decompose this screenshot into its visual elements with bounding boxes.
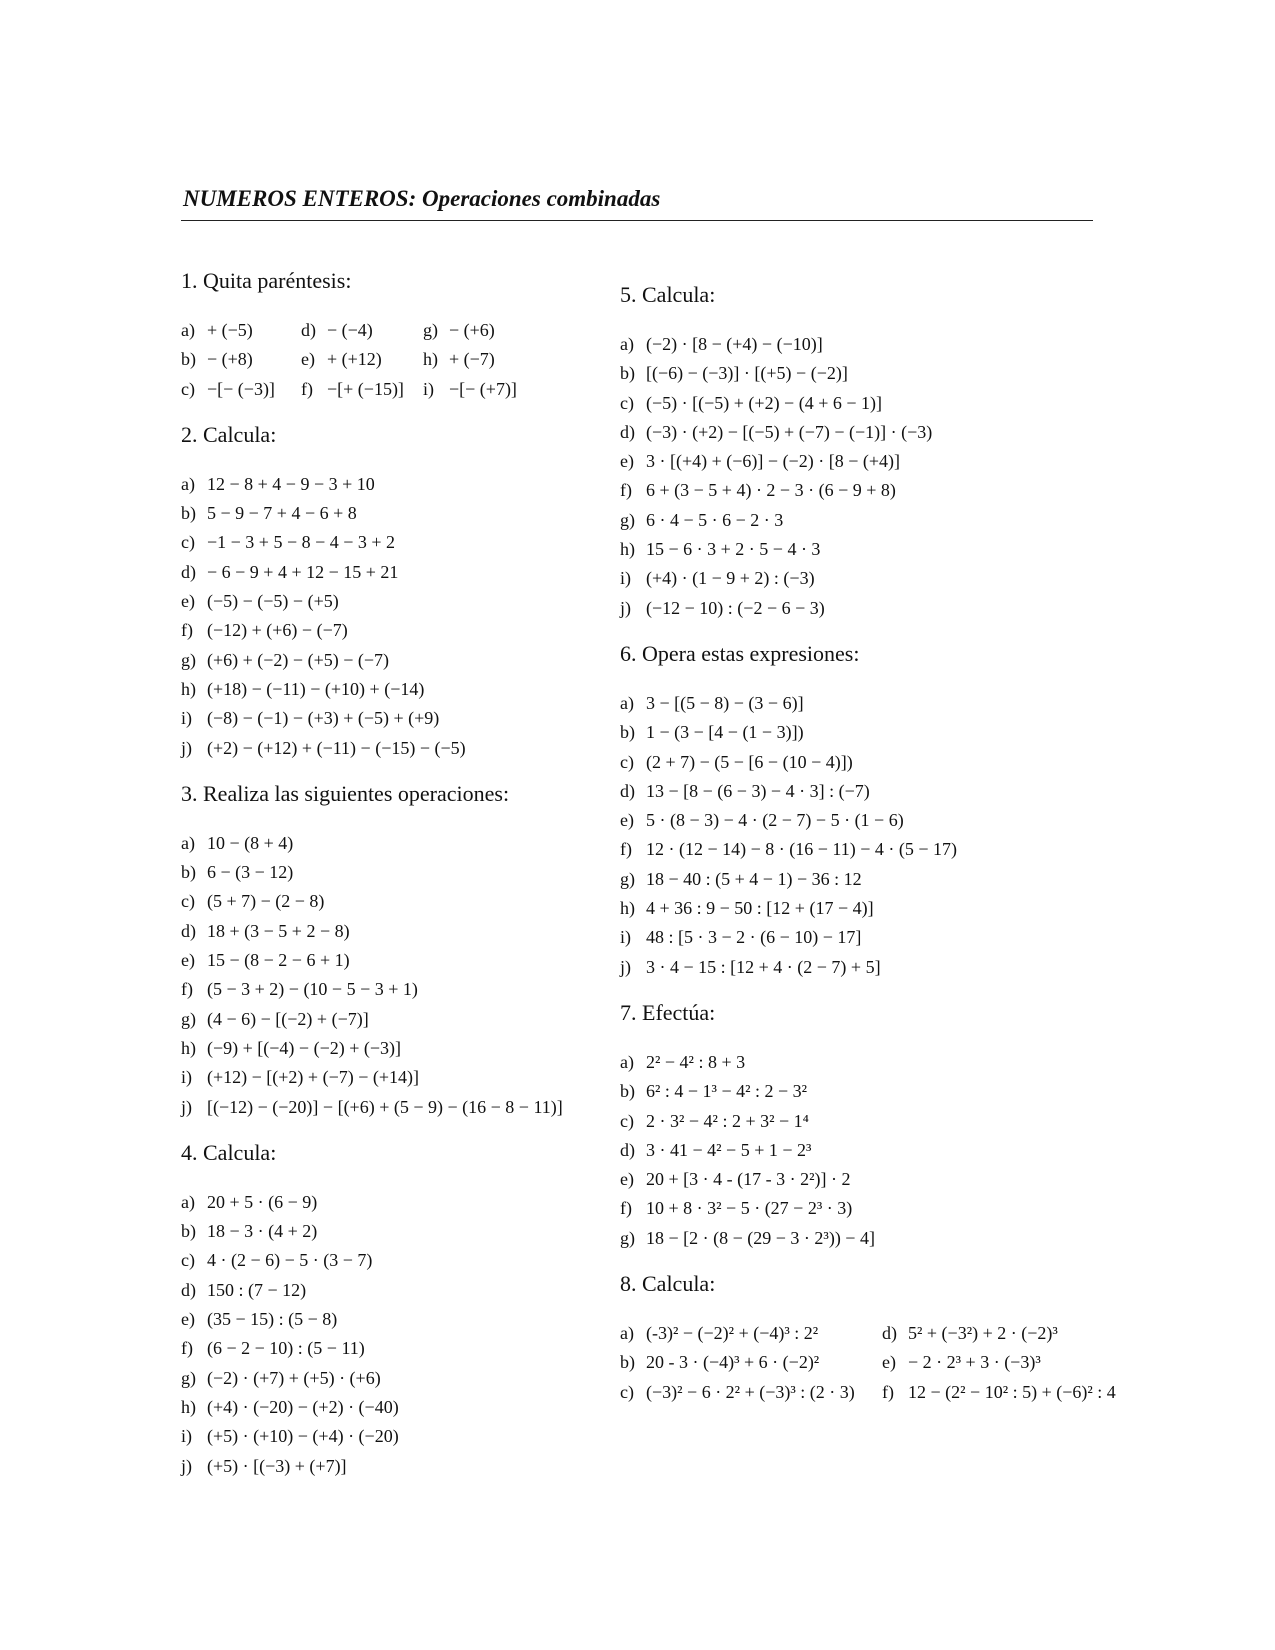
item-expression: 3 − [(5 − 8) − (3 − 6)]: [646, 692, 804, 713]
item-label: a): [181, 473, 195, 494]
item-expression: 6 − (3 − 12): [207, 862, 294, 883]
item-expression: (+2) − (+12) + (−11) − (−15) − (−5): [207, 737, 466, 758]
item-label: h): [181, 1037, 196, 1058]
item-label: h): [181, 678, 196, 699]
exercise-item: [620, 1194, 1140, 1223]
item-label: f): [181, 620, 193, 641]
item-expression: (2 + 7) − (5 − [6 − (10 − 4)]): [646, 751, 853, 772]
item-label: d): [181, 561, 196, 582]
item-expression: 10 + 8 · 3² − 5 · (27 − 2³ · 3): [646, 1198, 853, 1219]
section-5: [620, 282, 1140, 623]
exercise-item: [620, 418, 1140, 447]
item-expression: 12 · (12 − 14) − 8 · (16 − 11) − 4 · (5 − 17): [646, 839, 958, 860]
exercise-list: [181, 470, 581, 763]
exercise-item: [181, 1452, 581, 1481]
exercise-list: [620, 330, 1140, 623]
item-expression: (+4) · (1 − 9 + 2) : (−3): [646, 568, 815, 589]
item-label: e): [882, 1352, 896, 1373]
exercise-item: [181, 1364, 581, 1393]
item-expression: (−8) − (−1) − (+3) + (−5) + (+9): [207, 708, 440, 729]
item-label: c): [181, 1250, 195, 1271]
item-label: b): [181, 503, 196, 524]
item-label: g): [620, 1227, 635, 1248]
item-expression: 150 : (7 − 12): [207, 1279, 307, 1300]
exercise-item: [620, 953, 1140, 982]
exercise-item: [620, 1048, 1140, 1077]
item-label: d): [301, 320, 316, 340]
exercise-item: [620, 1165, 1140, 1194]
item-label: g): [181, 649, 196, 670]
exercise-item: [620, 806, 1140, 835]
exercise-item: [620, 535, 1140, 564]
item-label: i): [620, 568, 631, 589]
item-expression: (+12) − [(+2) + (−7) − (+14)]: [207, 1067, 420, 1088]
item-label: b): [620, 363, 635, 384]
page-title: NUMEROS ENTEROS: Operaciones combinadas: [183, 186, 661, 211]
exercise-item: [620, 865, 1140, 894]
item-expression: 10 − (8 + 4): [207, 832, 294, 853]
item-expression: + (−7): [449, 349, 495, 370]
exercise-item: [181, 1188, 581, 1217]
exercise-item: [620, 718, 1140, 747]
item-label: e): [181, 950, 195, 971]
item-expression: − 2 · 2³ + 3 · (−3)³: [908, 1352, 1041, 1373]
exercise-item: [181, 858, 581, 887]
item-label: f): [620, 1198, 632, 1219]
item-label: d): [620, 421, 635, 442]
exercise-item: [181, 528, 581, 557]
exercise-item: [181, 316, 301, 345]
exercise-grid: [181, 316, 581, 404]
item-label: e): [620, 1169, 634, 1190]
item-expression: 6² : 4 − 1³ − 4² : 2 − 3²: [646, 1081, 808, 1102]
exercise-item: [181, 887, 581, 916]
item-expression: 4 + 36 : 9 − 50 : [12 + (17 − 4)]: [646, 898, 874, 919]
item-label: a): [181, 1191, 195, 1212]
section-title: 4. Calcula:: [181, 1139, 277, 1165]
exercise-item: [620, 594, 1140, 623]
exercise-item: [181, 1276, 581, 1305]
exercise-item: [301, 345, 423, 374]
item-expression: (5 + 7) − (2 − 8): [207, 891, 325, 912]
item-expression: 20 + [3 · 4 - (17 - 3 · 2²)] · 2: [646, 1169, 851, 1190]
item-label: i): [620, 927, 631, 948]
exercise-item: [181, 1334, 581, 1363]
section-3: [181, 781, 581, 1122]
exercise-item: [181, 946, 581, 975]
item-label: c): [181, 378, 195, 399]
item-label: i): [423, 378, 434, 399]
exercise-item: [181, 499, 581, 528]
item-expression: 15 − 6 · 3 + 2 · 5 − 4 · 3: [646, 539, 821, 560]
section-title: 3. Realiza las siguientes operaciones:: [181, 780, 510, 806]
item-label: f): [620, 480, 632, 501]
exercise-item: [181, 1217, 581, 1246]
exercise-item: [181, 616, 581, 645]
item-expression: (+6) + (−2) − (+5) − (−7): [207, 649, 390, 670]
exercise-item: [620, 476, 1140, 505]
item-expression: (−2) · (+7) + (+5) · (+6): [207, 1367, 381, 1388]
item-expression: + (+12): [327, 349, 382, 370]
exercise-item: [620, 1107, 1140, 1136]
section-title: 6. Opera estas expresiones:: [620, 640, 860, 666]
item-label: a): [620, 692, 634, 713]
item-label: h): [423, 349, 438, 370]
item-expression: 1 − (3 − [4 − (1 − 3)]): [646, 722, 804, 743]
exercise-item: [620, 923, 1140, 952]
exercise-item: [181, 558, 581, 587]
exercise-item: [423, 316, 543, 345]
item-expression: (−12) + (+6) − (−7): [207, 620, 348, 641]
section-7: [620, 1000, 1140, 1253]
item-label: g): [620, 509, 635, 530]
exercise-item: [423, 375, 543, 404]
item-label: f): [882, 1381, 894, 1402]
item-label: a): [620, 1323, 634, 1344]
item-label: d): [882, 1323, 897, 1344]
section-4: [181, 1140, 581, 1481]
item-label: c): [620, 1381, 634, 1402]
item-expression: 5 − 9 − 7 + 4 − 6 + 8: [207, 503, 357, 524]
item-label: d): [181, 920, 196, 941]
exercise-item: [181, 375, 301, 404]
item-expression: 6 · 4 − 5 · 6 − 2 · 3: [646, 509, 784, 530]
exercise-item: [181, 1093, 581, 1122]
exercise-item: [181, 646, 581, 675]
item-label: g): [181, 1008, 196, 1029]
item-label: f): [181, 979, 193, 1000]
item-expression: (+5) · (+10) − (+4) · (−20): [207, 1426, 399, 1447]
exercise-item: [181, 1034, 581, 1063]
item-label: j): [620, 956, 631, 977]
item-label: e): [620, 810, 634, 831]
exercise-item: [620, 389, 1140, 418]
item-label: i): [181, 1426, 192, 1447]
item-label: e): [181, 591, 195, 612]
exercise-item: [301, 375, 423, 404]
exercise-item: [620, 506, 1140, 535]
item-expression: 3 · 41 − 4² − 5 + 1 − 2³: [646, 1139, 812, 1160]
item-label: j): [181, 1455, 192, 1476]
exercise-item: [181, 1422, 581, 1451]
item-expression: 20 - 3 · (−4)³ + 6 · (−2)²: [646, 1352, 820, 1373]
exercise-list: [181, 829, 581, 1122]
item-label: d): [181, 1279, 196, 1300]
exercise-item: [181, 587, 581, 616]
section-title: 8. Calcula:: [620, 1271, 716, 1297]
item-expression: (−3)² − 6 · 2² + (−3)³ : (2 · 3): [646, 1381, 855, 1402]
item-expression: (−12 − 10) : (−2 − 6 − 3): [646, 597, 825, 618]
item-expression: [(−6) − (−3)] · [(+5) − (−2)]: [646, 363, 848, 384]
item-label: e): [620, 451, 634, 472]
item-label: d): [620, 780, 635, 801]
item-label: e): [301, 349, 315, 370]
section-title: 5. Calcula:: [620, 282, 716, 307]
item-label: c): [181, 532, 195, 553]
item-expression: (−9) + [(−4) − (−2) + (−3)]: [207, 1037, 402, 1058]
item-label: c): [181, 891, 195, 912]
exercise-item: [620, 777, 1140, 806]
section-6: [620, 641, 1140, 982]
exercise-item: [181, 917, 581, 946]
item-label: b): [181, 862, 196, 883]
item-label: g): [620, 868, 635, 889]
exercise-item: [620, 359, 1140, 388]
item-expression: 20 + 5 · (6 − 9): [207, 1191, 318, 1212]
item-expression: 6 + (3 − 5 + 4) · 2 − 3 · (6 − 9 + 8): [646, 480, 896, 501]
exercise-list: [620, 1048, 1140, 1253]
exercise-list: [181, 1188, 581, 1481]
item-expression: 13 − [8 − (6 − 3) − 4 · 3] : (−7): [646, 780, 870, 801]
exercise-item: [882, 1348, 1142, 1377]
exercise-item: [620, 1348, 882, 1377]
section-title: 1. Quita paréntesis:: [181, 268, 352, 293]
item-label: c): [620, 751, 634, 772]
item-label: i): [181, 708, 192, 729]
item-label: f): [181, 1338, 193, 1359]
exercise-item: [882, 1319, 1142, 1348]
exercise-item: [620, 447, 1140, 476]
exercise-item: [620, 1136, 1140, 1165]
item-label: h): [181, 1396, 196, 1417]
exercise-item: [620, 564, 1140, 593]
item-label: f): [620, 839, 632, 860]
item-label: h): [620, 539, 635, 560]
item-expression: 18 − 3 · (4 + 2): [207, 1221, 318, 1242]
item-expression: −[− (+7)]: [449, 378, 517, 399]
item-label: i): [181, 1067, 192, 1088]
exercise-item: [620, 894, 1140, 923]
exercise-item: [620, 689, 1140, 718]
exercise-item: [620, 1319, 882, 1348]
item-expression: 48 : [5 · 3 − 2 · (6 − 10) − 17]: [646, 927, 862, 948]
item-label: g): [181, 1367, 196, 1388]
exercise-item: [181, 1063, 581, 1092]
item-expression: 5² + (−3²) + 2 · (−2)³: [908, 1323, 1058, 1344]
exercise-item: [181, 345, 301, 374]
item-label: b): [181, 1221, 196, 1242]
exercise-item: [181, 1393, 581, 1422]
item-label: a): [620, 334, 634, 354]
exercise-item: [181, 1246, 581, 1275]
exercise-item: [423, 345, 543, 374]
item-label: a): [181, 320, 195, 340]
item-label: c): [620, 392, 634, 413]
item-label: j): [181, 1096, 192, 1117]
item-expression: 12 − (2² − 10² : 5) + (−6)² : 4: [908, 1381, 1116, 1402]
section-1: [181, 268, 581, 404]
exercise-item: [181, 975, 581, 1004]
item-expression: (−2) · [8 − (+4) − (−10)]: [646, 334, 823, 354]
item-label: g): [423, 320, 438, 340]
item-expression: (−3) · (+2) − [(−5) + (−7) − (−1)] · (−3): [646, 421, 933, 442]
item-expression: −[+ (−15)]: [327, 378, 404, 399]
exercise-item: [181, 734, 581, 763]
item-expression: (+4) · (−20) − (+2) · (−40): [207, 1396, 399, 1417]
item-expression: 3 · 4 − 15 : [12 + 4 · (2 − 7) + 5]: [646, 956, 881, 977]
exercise-item: [181, 675, 581, 704]
item-expression: [(−12) − (−20)] − [(+6) + (5 − 9) − (16 − 8 − 11)]: [207, 1096, 563, 1117]
item-expression: 4 · (2 − 6) − 5 · (3 − 7): [207, 1250, 373, 1271]
exercise-item: [620, 1224, 1140, 1253]
item-label: f): [301, 378, 313, 399]
item-expression: 2 · 3² − 4² : 2 + 3² − 1⁴: [646, 1110, 809, 1131]
item-expression: (6 − 2 − 10) : (5 − 11): [207, 1338, 365, 1359]
section-8: [620, 1271, 1140, 1407]
item-expression: (-3)² − (−2)² + (−4)³ : 2²: [646, 1323, 819, 1344]
exercise-item: [181, 470, 581, 499]
item-expression: (4 − 6) − [(−2) + (−7)]: [207, 1008, 369, 1029]
item-expression: 12 − 8 + 4 − 9 − 3 + 10: [207, 473, 375, 494]
exercise-item: [882, 1378, 1142, 1407]
item-label: b): [620, 1081, 635, 1102]
item-label: h): [620, 898, 635, 919]
section-title: 7. Efectúa:: [620, 999, 716, 1025]
title-divider: [181, 220, 1093, 221]
exercise-item: [620, 1077, 1140, 1106]
exercise-list: [620, 689, 1140, 982]
item-expression: (+18) − (−11) − (+10) + (−14): [207, 678, 425, 699]
item-label: b): [181, 349, 196, 370]
item-expression: (35 − 15) : (5 − 8): [207, 1309, 338, 1330]
exercise-grid: [620, 1319, 1140, 1407]
item-label: j): [181, 737, 192, 758]
item-label: e): [181, 1309, 195, 1330]
item-expression: 18 − 40 : (5 + 4 − 1) − 36 : 12: [646, 868, 862, 889]
section-title: 2. Calcula:: [181, 421, 277, 447]
item-expression: (−5) · [(−5) + (+2) − (4 + 6 − 1)]: [646, 392, 882, 413]
exercise-item: [181, 1305, 581, 1334]
item-expression: 15 − (8 − 2 − 6 + 1): [207, 950, 350, 971]
right-column: [620, 282, 1140, 1407]
exercise-item: [181, 704, 581, 733]
item-expression: − (+8): [207, 349, 253, 370]
item-expression: −[− (−3)]: [207, 378, 275, 399]
item-expression: 2² − 4² : 8 + 3: [646, 1051, 746, 1072]
item-label: j): [620, 597, 631, 618]
item-label: b): [620, 722, 635, 743]
item-expression: 18 − [2 · (8 − (29 − 3 · 2³)) − 4]: [646, 1227, 875, 1248]
exercise-item: [181, 829, 581, 858]
item-expression: (5 − 3 + 2) − (10 − 5 − 3 + 1): [207, 979, 418, 1000]
item-expression: 18 + (3 − 5 + 2 − 8): [207, 920, 350, 941]
item-label: b): [620, 1352, 635, 1373]
exercise-item: [301, 316, 423, 345]
item-expression: + (−5): [207, 320, 253, 340]
exercise-item: [620, 835, 1140, 864]
left-column: [181, 268, 581, 1481]
item-expression: 3 · [(+4) + (−6)] − (−2) · [8 − (+4)]: [646, 451, 900, 472]
section-2: [181, 422, 581, 763]
exercise-item: [620, 748, 1140, 777]
exercise-item: [181, 1005, 581, 1034]
item-expression: − (−4): [327, 320, 373, 340]
item-label: d): [620, 1139, 635, 1160]
item-expression: −1 − 3 + 5 − 8 − 4 − 3 + 2: [207, 532, 396, 553]
item-expression: 5 · (8 − 3) − 4 · (2 − 7) − 5 · (1 − 6): [646, 810, 904, 831]
item-label: c): [620, 1110, 634, 1131]
item-expression: (+5) · [(−3) + (+7)]: [207, 1455, 347, 1476]
item-label: a): [620, 1051, 634, 1072]
exercise-item: [620, 1378, 882, 1407]
item-expression: (−5) − (−5) − (+5): [207, 591, 339, 612]
item-label: a): [181, 832, 195, 853]
item-expression: − (+6): [449, 320, 495, 340]
item-expression: − 6 − 9 + 4 + 12 − 15 + 21: [207, 561, 399, 582]
exercise-item: [620, 330, 1140, 359]
